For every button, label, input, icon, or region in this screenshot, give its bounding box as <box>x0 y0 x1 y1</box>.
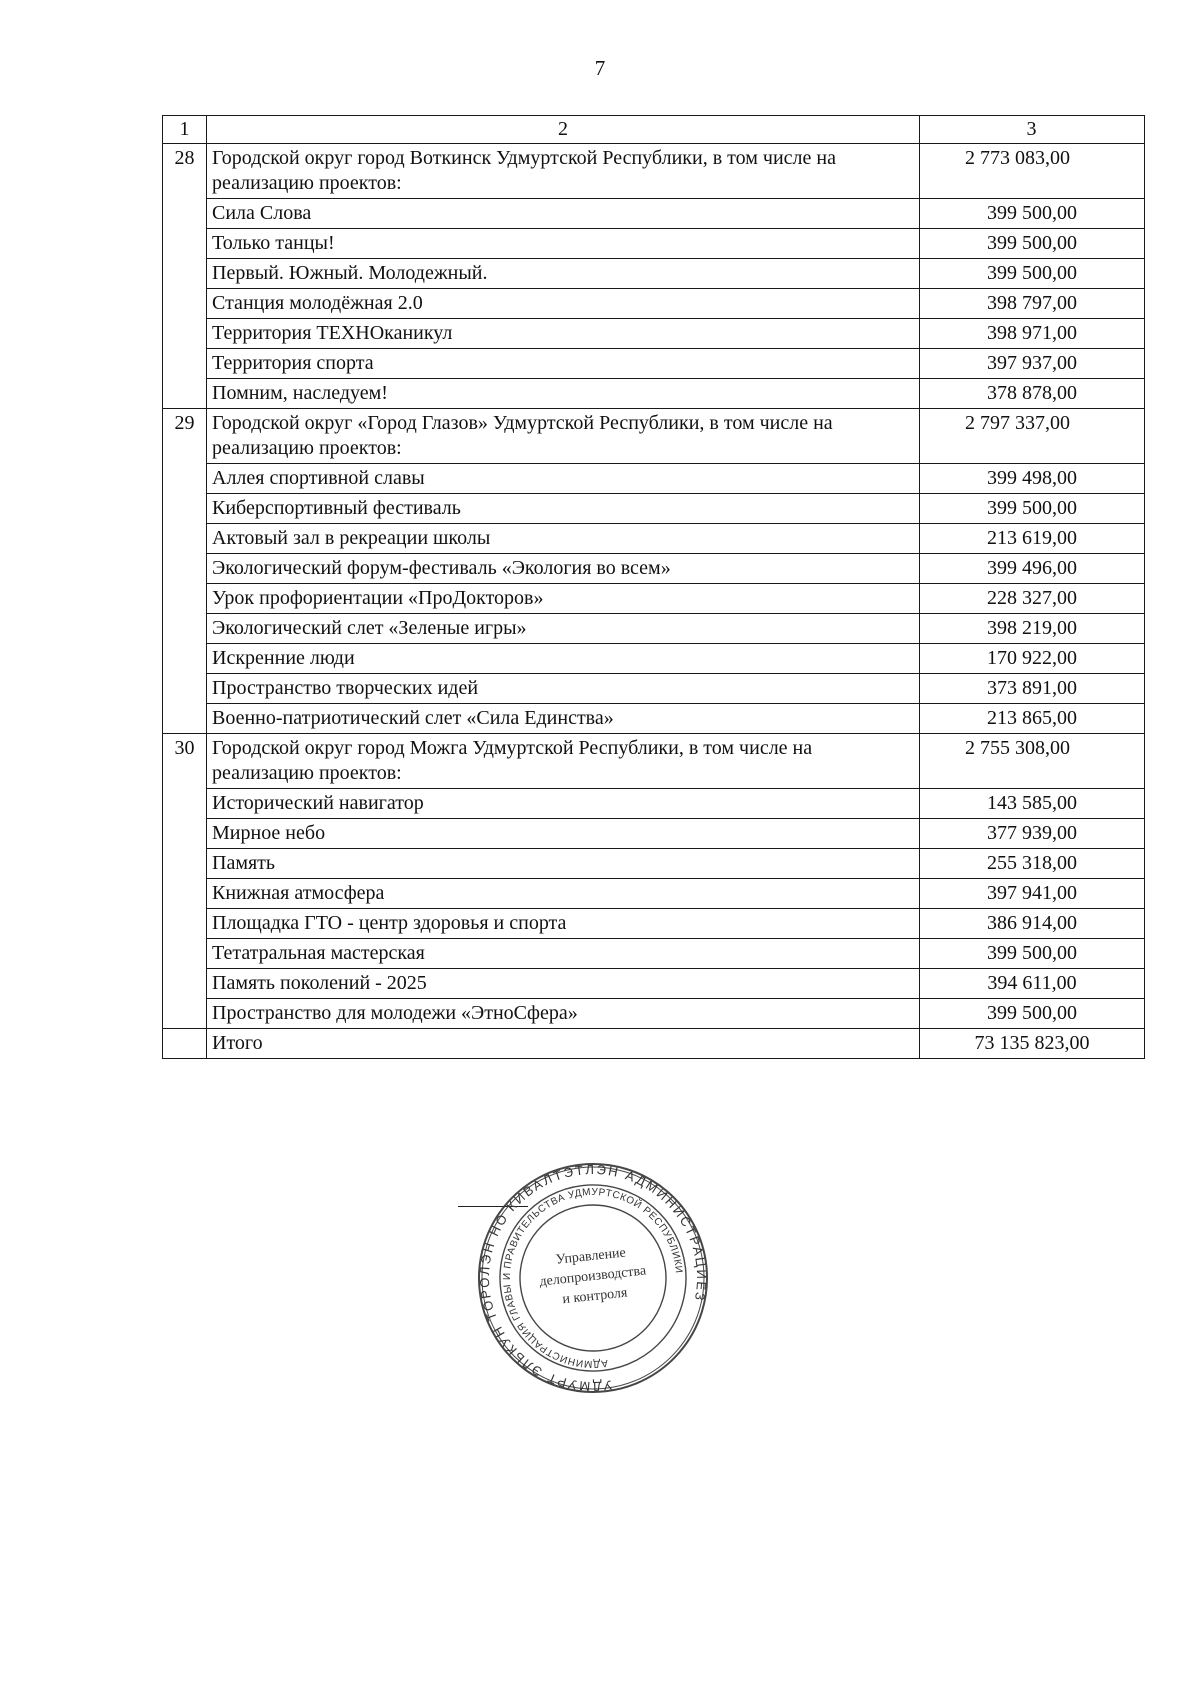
table-row <box>163 229 1145 259</box>
project-amount: 397 937,00 <box>920 349 1145 379</box>
table-row <box>163 909 1145 939</box>
project-amount: 213 619,00 <box>920 524 1145 554</box>
table-row <box>163 494 1145 524</box>
project-amount: 255 318,00 <box>920 849 1145 879</box>
table-total-row <box>163 1029 1145 1059</box>
project-amount: 399 498,00 <box>920 464 1145 494</box>
project-name: Только танцы! <box>207 229 920 259</box>
table-body <box>163 116 1145 1059</box>
project-name: Киберспортивный фестиваль <box>207 494 920 524</box>
total-label: Итого <box>207 1029 920 1059</box>
table-row <box>163 644 1145 674</box>
project-name: Исторический навигатор <box>207 789 920 819</box>
project-name: Память поколений - 2025 <box>207 969 920 999</box>
row-number: 28 <box>163 144 207 409</box>
project-amount: 397 941,00 <box>920 879 1145 909</box>
project-amount: 399 500,00 <box>920 229 1145 259</box>
seal-center-line-2: делопроизводства <box>538 1263 647 1290</box>
table-row <box>163 379 1145 409</box>
project-name: Искренние люди <box>207 644 920 674</box>
total-number-cell <box>163 1029 207 1059</box>
project-amount: 399 496,00 <box>920 554 1145 584</box>
project-name: Пространство для молодежи «ЭтноСфера» <box>207 999 920 1029</box>
table-row-group <box>163 144 1145 199</box>
project-amount: 398 971,00 <box>920 319 1145 349</box>
project-amount: 386 914,00 <box>920 909 1145 939</box>
table-row <box>163 789 1145 819</box>
project-name: Тетатральная мастерская <box>207 939 920 969</box>
table-row-group <box>163 409 1145 464</box>
project-name: Сила Слова <box>207 199 920 229</box>
total-value: 73 135 823,00 <box>920 1029 1145 1059</box>
table-row <box>163 199 1145 229</box>
project-name: Экологический форум-фестиваль «Экология во всем» <box>207 554 920 584</box>
project-name: Память <box>207 849 920 879</box>
official-seal <box>475 1160 711 1396</box>
project-name: Экологический слет «Зеленые игры» <box>207 614 920 644</box>
table-row <box>163 674 1145 704</box>
page-number: 7 <box>594 56 606 80</box>
table-row <box>163 999 1145 1029</box>
table-row <box>163 819 1145 849</box>
project-amount: 399 500,00 <box>920 199 1145 229</box>
project-amount: 143 585,00 <box>920 789 1145 819</box>
project-amount: 398 797,00 <box>920 289 1145 319</box>
seal-inner-text: АДМИНИСТРАЦИЯ ГЛАВЫ И ПРАВИТЕЛЬСТВА УДМУРТСКОЙ РЕСПУБЛИКИ <box>501 1186 684 1370</box>
column-header-1: 1 <box>163 116 207 144</box>
table-row <box>163 939 1145 969</box>
group-title: Городской округ город Можга Удмуртской Республики, в том числе на реализацию проектов: <box>207 734 920 789</box>
table-row <box>163 849 1145 879</box>
column-header-2: 2 <box>207 116 920 144</box>
project-name: Урок профориентации «ПроДокторов» <box>207 584 920 614</box>
project-name: Аллея спортивной славы <box>207 464 920 494</box>
table-row <box>163 614 1145 644</box>
column-header-3: 3 <box>920 116 1145 144</box>
project-amount: 378 878,00 <box>920 379 1145 409</box>
project-name: Мирное небо <box>207 819 920 849</box>
project-amount: 394 611,00 <box>920 969 1145 999</box>
project-amount: 399 500,00 <box>920 494 1145 524</box>
table-row <box>163 584 1145 614</box>
group-title: Городской округ город Воткинск Удмуртской Республики, в том числе на реализацию проектов: <box>207 144 920 199</box>
project-name: Пространство творческих идей <box>207 674 920 704</box>
table-row <box>163 704 1145 734</box>
table-row <box>163 969 1145 999</box>
table-row <box>163 319 1145 349</box>
budget-table <box>162 115 1145 1059</box>
project-name: Актовый зал в рекреации школы <box>207 524 920 554</box>
project-amount: 228 327,00 <box>920 584 1145 614</box>
row-number: 30 <box>163 734 207 1029</box>
project-amount: 398 219,00 <box>920 614 1145 644</box>
table-row-group <box>163 734 1145 789</box>
group-title: Городской округ «Город Глазов» Удмуртской Республики, в том числе на реализацию проектов: <box>207 409 920 464</box>
table-header-row <box>163 116 1145 144</box>
table-row <box>163 464 1145 494</box>
project-amount: 170 922,00 <box>920 644 1145 674</box>
group-total: 2 797 337,00 <box>920 409 1145 464</box>
group-total: 2 773 083,00 <box>920 144 1145 199</box>
project-amount: 373 891,00 <box>920 674 1145 704</box>
table-row <box>163 259 1145 289</box>
project-amount: 399 500,00 <box>920 999 1145 1029</box>
table-row <box>163 289 1145 319</box>
project-name: Книжная атмосфера <box>207 879 920 909</box>
project-amount: 377 939,00 <box>920 819 1145 849</box>
project-name: Помним, наследуем! <box>207 379 920 409</box>
project-name: Первый. Южный. Молодежный. <box>207 259 920 289</box>
project-name: Территория спорта <box>207 349 920 379</box>
project-amount: 399 500,00 <box>920 259 1145 289</box>
project-amount: 399 500,00 <box>920 939 1145 969</box>
seal-outer-text: УДМУРТ ЭЛЬКУН ТОРОЛЭН НО КИВАЛТЭТЛЭН АДМИНИСТРАЦИЕЗ <box>476 1161 710 1395</box>
table-row <box>163 879 1145 909</box>
group-total: 2 755 308,00 <box>920 734 1145 789</box>
project-amount: 213 865,00 <box>920 704 1145 734</box>
seal-center-line-1: Управление <box>555 1245 627 1268</box>
project-name: Площадка ГТО - центр здоровья и спорта <box>207 909 920 939</box>
project-name: Территория ТЕХНОканикул <box>207 319 920 349</box>
table-row <box>163 524 1145 554</box>
table-row <box>163 349 1145 379</box>
table-row <box>163 554 1145 584</box>
project-name: Станция молодёжная 2.0 <box>207 289 920 319</box>
seal-center-line-3: и контроля <box>561 1285 629 1308</box>
project-name: Военно-патриотический слет «Сила Единства» <box>207 704 920 734</box>
row-number: 29 <box>163 409 207 734</box>
